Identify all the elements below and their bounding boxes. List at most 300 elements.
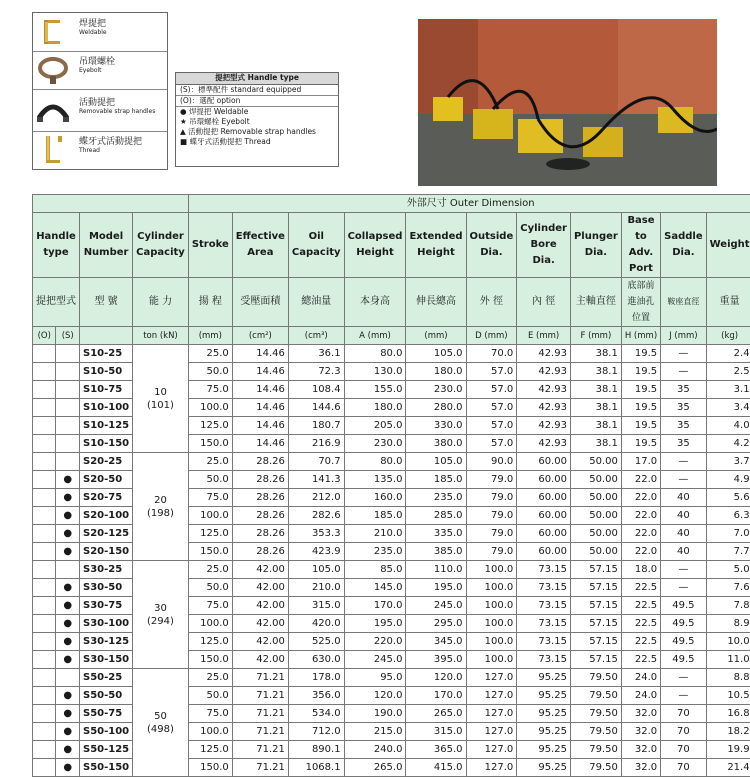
weight-value: 5.0 — [706, 561, 750, 579]
outside-value: 127.0 — [466, 723, 517, 741]
standard-handle-dot: ● — [56, 597, 80, 615]
handle-type-item — [176, 117, 338, 127]
legend-en: Thread — [79, 147, 142, 154]
outside-value: 100.0 — [466, 633, 517, 651]
legend-cn: 焊提把 — [79, 19, 106, 29]
stroke-value: 100.0 — [188, 507, 232, 525]
outside-value: 90.0 — [466, 453, 517, 471]
extended-value: 245.0 — [406, 597, 466, 615]
plunger-value: 50.00 — [570, 471, 621, 489]
area-value: 42.00 — [232, 651, 288, 669]
extended-value: 180.0 — [406, 363, 466, 381]
weight-value: 3.7 — [706, 453, 750, 471]
plunger-value: 50.00 — [570, 507, 621, 525]
outside-value: 79.0 — [466, 489, 517, 507]
weight-value: 8.8 — [706, 669, 750, 687]
plunger-value: 57.15 — [570, 615, 621, 633]
bore-value: 95.25 — [517, 741, 571, 759]
model-number: S10-75 — [80, 381, 133, 399]
stroke-value: 75.0 — [188, 705, 232, 723]
extended-value: 265.0 — [406, 705, 466, 723]
saddle-value: 49.5 — [661, 615, 706, 633]
area-value: 14.46 — [232, 363, 288, 381]
collapsed-value: 160.0 — [344, 489, 406, 507]
option-cell — [33, 579, 56, 597]
standard-handle-dot — [56, 561, 80, 579]
stroke-value: 125.0 — [188, 417, 232, 435]
base-value: 19.5 — [621, 345, 660, 363]
standard-handle-dot: ● — [56, 543, 80, 561]
oil-value: 105.0 — [288, 561, 344, 579]
bore-value: 73.15 — [517, 597, 571, 615]
option-cell — [33, 507, 56, 525]
legend-row-removable — [33, 89, 167, 132]
saddle-value: — — [661, 363, 706, 381]
weight-value: 18.2 — [706, 723, 750, 741]
extended-cn: 伸長總高 — [406, 278, 466, 327]
handle-type-item — [176, 107, 338, 117]
bore-value: 42.93 — [517, 363, 571, 381]
stroke-value: 150.0 — [188, 435, 232, 453]
extended-value: 285.0 — [406, 507, 466, 525]
option-cell — [33, 669, 56, 687]
capacity-unit: ton (kN) — [133, 327, 189, 345]
legend-cn: 蝶牙式活動提把 — [79, 137, 142, 147]
stroke-value: 75.0 — [188, 489, 232, 507]
model-number: S10-150 — [80, 435, 133, 453]
extended-value: 235.0 — [406, 489, 466, 507]
option-cell — [33, 597, 56, 615]
area-value: 14.46 — [232, 381, 288, 399]
area-value: 28.26 — [232, 525, 288, 543]
base-port-header: Base to Adv. Port — [621, 213, 660, 278]
model-number: S30-125 — [80, 633, 133, 651]
extended-value: 330.0 — [406, 417, 466, 435]
bore-value: 73.15 — [517, 633, 571, 651]
extended-value: 345.0 — [406, 633, 466, 651]
weight-value: 4.2 — [706, 435, 750, 453]
collapsed-value: 265.0 — [344, 759, 406, 777]
area-value: 42.00 — [232, 579, 288, 597]
plunger-value: 57.15 — [570, 651, 621, 669]
capacity-ton: 20 — [136, 494, 185, 507]
model-number: S20-75 — [80, 489, 133, 507]
plunger-value: 38.1 — [570, 399, 621, 417]
outside-value: 127.0 — [466, 705, 517, 723]
plunger-value: 79.50 — [570, 723, 621, 741]
model-number: S30-75 — [80, 597, 133, 615]
plunger-value: 57.15 — [570, 579, 621, 597]
standard-handle-dot: ● — [56, 741, 80, 759]
extended-unit: (mm) — [406, 327, 466, 345]
stroke-value: 50.0 — [188, 471, 232, 489]
bore-value: 60.00 — [517, 489, 571, 507]
model-number: S20-25 — [80, 453, 133, 471]
oil-value: 315.0 — [288, 597, 344, 615]
saddle-cn: 鞍座直徑 — [661, 278, 706, 327]
base-value: 24.0 — [621, 669, 660, 687]
option-note: (O)：選配 option — [176, 96, 338, 107]
handle-type-item — [176, 137, 338, 147]
outside-unit: D (mm) — [466, 327, 517, 345]
oil-value: 890.1 — [288, 741, 344, 759]
collapsed-value: 195.0 — [344, 615, 406, 633]
plunger-value: 79.50 — [570, 705, 621, 723]
saddle-value: 49.5 — [661, 651, 706, 669]
option-cell — [33, 615, 56, 633]
stroke-value: 25.0 — [188, 669, 232, 687]
legend-cn: 活動提把 — [79, 98, 115, 108]
bore-value: 95.25 — [517, 759, 571, 777]
outside-value: 100.0 — [466, 615, 517, 633]
plunger-unit: F (mm) — [570, 327, 621, 345]
saddle-value: — — [661, 669, 706, 687]
area-value: 28.26 — [232, 453, 288, 471]
bore-value: 42.93 — [517, 417, 571, 435]
outside-value: 100.0 — [466, 561, 517, 579]
outside-value: 79.0 — [466, 525, 517, 543]
standard-handle-dot — [56, 417, 80, 435]
option-cell — [33, 651, 56, 669]
base-value: 22.0 — [621, 525, 660, 543]
option-cell — [33, 417, 56, 435]
area-value: 42.00 — [232, 597, 288, 615]
weight-value: 7.0 — [706, 525, 750, 543]
model-number: S10-25 — [80, 345, 133, 363]
bore-value: 60.00 — [517, 507, 571, 525]
base-value: 19.5 — [621, 363, 660, 381]
model-number: S20-100 — [80, 507, 133, 525]
weight-unit: (kg) — [706, 327, 750, 345]
standard-handle-dot: ● — [56, 615, 80, 633]
outside-value: 57.0 — [466, 363, 517, 381]
stroke-value: 50.0 — [188, 579, 232, 597]
base-value: 19.5 — [621, 417, 660, 435]
saddle-value: — — [661, 579, 706, 597]
saddle-value: — — [661, 453, 706, 471]
product-photo — [418, 19, 717, 186]
capacity-kn: (294) — [136, 615, 185, 628]
saddle-unit: J (mm) — [661, 327, 706, 345]
option-cell — [33, 525, 56, 543]
weight-cn: 重量 — [706, 278, 750, 327]
handle-en: Weldable — [214, 107, 249, 116]
saddle-value: 40 — [661, 525, 706, 543]
capacity-cn: 能 力 — [133, 278, 189, 327]
collapsed-value: 210.0 — [344, 525, 406, 543]
base-value: 32.0 — [621, 759, 660, 777]
base-value: 19.5 — [621, 399, 660, 417]
handle-en: Removable strap handles — [221, 127, 316, 136]
oil-value: 216.9 — [288, 435, 344, 453]
option-cell — [33, 723, 56, 741]
bore-value: 95.25 — [517, 687, 571, 705]
outside-cn: 外 徑 — [466, 278, 517, 327]
area-value: 42.00 — [232, 633, 288, 651]
weight-value: 11.0 — [706, 651, 750, 669]
saddle-value: 49.5 — [661, 633, 706, 651]
option-cell — [33, 561, 56, 579]
plunger-cn: 主軸直徑 — [570, 278, 621, 327]
option-cell — [33, 381, 56, 399]
base-value: 32.0 — [621, 705, 660, 723]
weight-value: 8.9 — [706, 615, 750, 633]
option-cell — [33, 399, 56, 417]
area-value: 42.00 — [232, 561, 288, 579]
table-row — [33, 561, 750, 579]
area-value: 14.46 — [232, 345, 288, 363]
saddle-value: 35 — [661, 417, 706, 435]
plunger-value: 38.1 — [570, 363, 621, 381]
plunger-value: 57.15 — [570, 561, 621, 579]
bore-value: 95.25 — [517, 669, 571, 687]
stroke-value: 125.0 — [188, 525, 232, 543]
stroke-value: 25.0 — [188, 345, 232, 363]
capacity-header: Cylinder Capacity — [133, 213, 189, 278]
option-cell — [33, 453, 56, 471]
capacity-kn: (198) — [136, 507, 185, 520]
oil-value: 712.0 — [288, 723, 344, 741]
model-number: S30-25 — [80, 561, 133, 579]
option-cell — [33, 687, 56, 705]
stroke-cn: 揚 程 — [188, 278, 232, 327]
plunger-value: 57.15 — [570, 633, 621, 651]
plunger-value: 50.00 — [570, 489, 621, 507]
saddle-value: 70 — [661, 759, 706, 777]
extended-value: 105.0 — [406, 453, 466, 471]
weight-value: 16.8 — [706, 705, 750, 723]
thread-handle-icon — [36, 133, 70, 165]
weight-value: 10.5 — [706, 687, 750, 705]
oil-value: 70.7 — [288, 453, 344, 471]
collapsed-value: 185.0 — [344, 507, 406, 525]
collapsed-value: 215.0 — [344, 723, 406, 741]
saddle-value: 40 — [661, 507, 706, 525]
legend-row-eyebolt — [33, 51, 167, 90]
stroke-value: 25.0 — [188, 453, 232, 471]
area-unit: (cm²) — [232, 327, 288, 345]
saddle-dia-header: Saddle Dia. — [661, 213, 706, 278]
handle-cn: 焊提把 — [189, 107, 212, 116]
plunger-value: 38.1 — [570, 345, 621, 363]
model-cn: 型 號 — [80, 278, 133, 327]
plunger-value: 50.00 — [570, 543, 621, 561]
saddle-value: — — [661, 471, 706, 489]
oil-value: 178.0 — [288, 669, 344, 687]
weight-value: 7.7 — [706, 543, 750, 561]
collapsed-value: 145.0 — [344, 579, 406, 597]
standard-handle-dot — [56, 399, 80, 417]
model-number: S30-100 — [80, 615, 133, 633]
extended-value: 195.0 — [406, 579, 466, 597]
option-cell — [33, 705, 56, 723]
oil-unit: (cm³) — [288, 327, 344, 345]
specification-table — [32, 194, 750, 777]
handle-legend — [32, 12, 168, 170]
standard-handle-dot: ● — [56, 525, 80, 543]
outer-dimension-header: 外部尺寸 Outer Dimension — [188, 195, 750, 213]
option-cell — [33, 435, 56, 453]
plunger-value: 79.50 — [570, 687, 621, 705]
outside-value: 57.0 — [466, 381, 517, 399]
base-value: 17.0 — [621, 453, 660, 471]
stroke-value: 125.0 — [188, 741, 232, 759]
saddle-value: 70 — [661, 741, 706, 759]
handle-cn: 活動提把 — [188, 127, 218, 136]
legend-row-thread — [33, 131, 167, 169]
standard-handle-dot: ● — [56, 687, 80, 705]
weight-value: 4.0 — [706, 417, 750, 435]
handle-cn: 吊環螺栓 — [189, 117, 219, 126]
weight-value: 7.6 — [706, 579, 750, 597]
saddle-value: 49.5 — [661, 597, 706, 615]
bore-value: 95.25 — [517, 723, 571, 741]
collapsed-value: 120.0 — [344, 687, 406, 705]
plunger-value: 50.00 — [570, 453, 621, 471]
extended-value: 105.0 — [406, 345, 466, 363]
oil-capacity-header: Oil Capacity — [288, 213, 344, 278]
base-value: 32.0 — [621, 723, 660, 741]
standard-handle-dot: ● — [56, 705, 80, 723]
handle-symbol: ● — [180, 107, 187, 116]
handle-type-header: Handle type — [33, 213, 80, 278]
outside-value: 100.0 — [466, 579, 517, 597]
oil-value: 356.0 — [288, 687, 344, 705]
oil-value: 1068.1 — [288, 759, 344, 777]
weight-value: 21.4 — [706, 759, 750, 777]
standard-handle-dot: ● — [56, 723, 80, 741]
outside-value: 100.0 — [466, 597, 517, 615]
model-number: S50-75 — [80, 705, 133, 723]
area-value: 28.26 — [232, 543, 288, 561]
oil-value: 212.0 — [288, 489, 344, 507]
bore-value: 73.15 — [517, 615, 571, 633]
standard-handle-dot — [56, 435, 80, 453]
base-value: 24.0 — [621, 687, 660, 705]
bore-dia-header: Cylinder Bore Dia. — [517, 213, 571, 278]
weight-value: 10.0 — [706, 633, 750, 651]
standard-handle-dot — [56, 363, 80, 381]
base-value: 22.5 — [621, 615, 660, 633]
extended-value: 385.0 — [406, 543, 466, 561]
collapsed-unit: A (mm) — [344, 327, 406, 345]
plunger-dia-header: Plunger Dia. — [570, 213, 621, 278]
outside-value: 100.0 — [466, 651, 517, 669]
bore-value: 42.93 — [517, 381, 571, 399]
capacity-cell — [133, 453, 189, 561]
plunger-value: 38.1 — [570, 435, 621, 453]
bore-value: 60.00 — [517, 471, 571, 489]
base-value: 22.5 — [621, 597, 660, 615]
option-cell — [33, 471, 56, 489]
capacity-kn: (101) — [136, 399, 185, 412]
outside-dia-header: Outside Dia. — [466, 213, 517, 278]
collapsed-value: 180.0 — [344, 399, 406, 417]
option-cell — [33, 543, 56, 561]
extended-value: 120.0 — [406, 669, 466, 687]
stroke-value: 150.0 — [188, 543, 232, 561]
stroke-header: Stroke — [188, 213, 232, 278]
eyebolt-icon — [36, 54, 70, 86]
stroke-value: 50.0 — [188, 687, 232, 705]
model-number: S10-125 — [80, 417, 133, 435]
collapsed-value: 80.0 — [344, 453, 406, 471]
collapsed-value: 155.0 — [344, 381, 406, 399]
outside-value: 127.0 — [466, 759, 517, 777]
oil-value: 525.0 — [288, 633, 344, 651]
standard-handle-dot: ● — [56, 471, 80, 489]
handle-symbol: ★ — [180, 117, 187, 126]
base-value: 22.0 — [621, 471, 660, 489]
option-cell — [33, 489, 56, 507]
weight-value: 2.4 — [706, 345, 750, 363]
standard-handle-dot — [56, 381, 80, 399]
collapsed-value: 95.0 — [344, 669, 406, 687]
base-value: 19.5 — [621, 435, 660, 453]
extended-value: 170.0 — [406, 687, 466, 705]
handle-type-box — [175, 72, 339, 167]
outside-value: 79.0 — [466, 543, 517, 561]
base-value: 22.0 — [621, 507, 660, 525]
stroke-value: 75.0 — [188, 381, 232, 399]
saddle-value: — — [661, 345, 706, 363]
oil-value: 141.3 — [288, 471, 344, 489]
capacity-ton: 10 — [136, 386, 185, 399]
model-number: S20-50 — [80, 471, 133, 489]
model-number-header: Model Number — [80, 213, 133, 278]
table-row — [33, 453, 750, 471]
weight-value: 7.8 — [706, 597, 750, 615]
stroke-value: 100.0 — [188, 615, 232, 633]
oil-value: 108.4 — [288, 381, 344, 399]
collapsed-value: 235.0 — [344, 543, 406, 561]
area-value: 71.21 — [232, 705, 288, 723]
plunger-value: 79.50 — [570, 741, 621, 759]
legend-en: Eyebolt — [79, 67, 115, 74]
model-number: S50-125 — [80, 741, 133, 759]
collapsed-value: 170.0 — [344, 597, 406, 615]
option-cell — [33, 363, 56, 381]
outside-value: 70.0 — [466, 345, 517, 363]
removable-strap-handle-icon — [36, 94, 70, 126]
handle-en: Eyebolt — [222, 117, 250, 126]
plunger-value: 79.50 — [570, 759, 621, 777]
bore-value: 73.15 — [517, 579, 571, 597]
oil-value: 36.1 — [288, 345, 344, 363]
model-number: S10-100 — [80, 399, 133, 417]
legend-row-weldable — [33, 13, 167, 52]
weight-value: 2.5 — [706, 363, 750, 381]
model-number: S50-25 — [80, 669, 133, 687]
oil-value: 210.0 — [288, 579, 344, 597]
outside-value: 57.0 — [466, 399, 517, 417]
legend-cn: 吊環螺栓 — [79, 57, 115, 67]
standard-handle-dot: ● — [56, 651, 80, 669]
collapsed-value: 240.0 — [344, 741, 406, 759]
weight-value: 4.9 — [706, 471, 750, 489]
oil-value: 180.7 — [288, 417, 344, 435]
legend-en: Removable strap handles — [79, 108, 155, 115]
stroke-value: 150.0 — [188, 651, 232, 669]
option-cell — [33, 345, 56, 363]
weight-value: 19.9 — [706, 741, 750, 759]
area-value: 14.46 — [232, 399, 288, 417]
stroke-value: 75.0 — [188, 597, 232, 615]
area-value: 28.26 — [232, 489, 288, 507]
saddle-value: — — [661, 687, 706, 705]
saddle-value: 35 — [661, 435, 706, 453]
saddle-value: 35 — [661, 399, 706, 417]
